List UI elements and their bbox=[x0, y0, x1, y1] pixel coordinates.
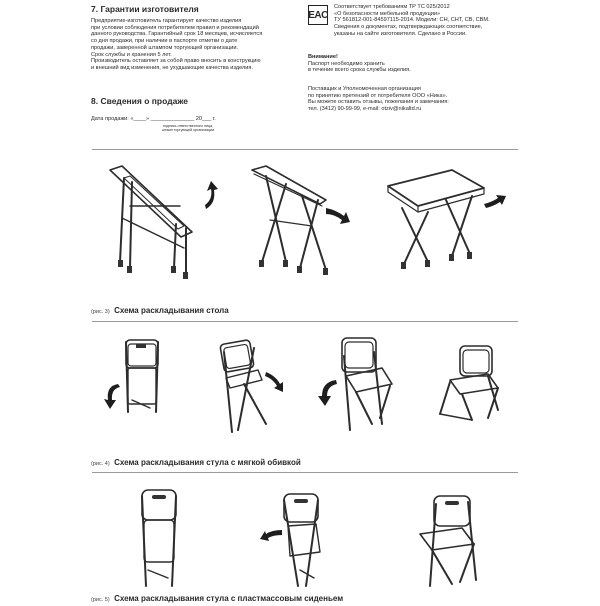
warranty-line: при условии соблюдения потребителем правил и рекомендаций bbox=[91, 24, 259, 31]
compliance-line: Соответствует требованиям ТР ТС 025/2012 bbox=[334, 4, 450, 10]
supplier-line: тел. (3412) 90-99-99, e-mail: otziv@nikaltd.ru bbox=[308, 106, 422, 113]
warranty-line: и внешний вид изменения, не ухудшающие качества изделия. bbox=[91, 64, 253, 71]
supplier-line: Вы можете оставить отзывы, пожелания и замечания: bbox=[308, 99, 449, 106]
figure-label: (рис. 3) bbox=[91, 309, 110, 315]
compliance-line: Сведения о документах, подтверждающих соответствие, bbox=[334, 24, 483, 31]
warranty-line: Срок службы и хранения 5 лет. bbox=[91, 51, 172, 58]
signature-note-line: штамп торгующей организации bbox=[161, 128, 215, 132]
supplier-line: Поставщик и Уполномоченная организация bbox=[308, 86, 421, 92]
warranty-line: Предприятие-изготовитель гарантирует качество изделия bbox=[91, 18, 242, 24]
section-7-title: 7. Гарантии изготовителя bbox=[91, 4, 199, 14]
attention-line: Паспорт необходимо хранить bbox=[308, 60, 385, 67]
warranty-line: данного руководства. Гарантийный срок 18 месяцев, исчисляется bbox=[91, 31, 263, 38]
section-8-title: 8. Сведения о продаже bbox=[91, 96, 188, 106]
figure-title: Схема раскладывания стула с пластмассовым сиденьем bbox=[114, 594, 344, 603]
plastic-chair-unfolded-illustration bbox=[420, 496, 476, 586]
warranty-line: Производитель оставляет за собой право вносить в конструкцию bbox=[91, 58, 261, 65]
supplier-line: по принятию претензий от потребителя ООО «Ника». bbox=[308, 92, 448, 99]
figure-title: Схема раскладывания стола bbox=[114, 306, 229, 315]
sale-date-line: Дата продажи: «____» ______________ 20___ г. bbox=[91, 116, 216, 122]
compliance-line: «О безопасности мебельной продукции» bbox=[334, 10, 441, 17]
plastic-chair-folded-illustration bbox=[142, 490, 176, 586]
arrow-left-icon bbox=[260, 530, 282, 541]
attention-line: в течение всего срока службы изделия. bbox=[308, 67, 411, 74]
figure-5-caption bbox=[91, 588, 343, 606]
compliance-line: указаны на сайте изготовителя. Сделано в России. bbox=[334, 30, 467, 37]
figure-label: (рис. 5) bbox=[91, 597, 110, 603]
signature-note-line: подпись ответственного лица, bbox=[162, 124, 214, 128]
plastic-chair-opening-illustration bbox=[260, 494, 320, 586]
warranty-line: продажи, заверенной штампом торгующей организации. bbox=[91, 44, 239, 51]
attention-title: Внимание! bbox=[308, 54, 338, 60]
figure-title: Схема раскладывания стула с мягкой обивкой bbox=[114, 458, 301, 467]
warranty-line: со дня продажи, при наличии в паспорте отметки о дате bbox=[91, 38, 238, 45]
eac-mark: EAC bbox=[308, 5, 328, 25]
compliance-line: ТУ 561812-001-84597115-2014. Модели: СН, СНТ, СВ, СВМ. bbox=[334, 17, 490, 24]
figure-label: (рис. 4) bbox=[91, 461, 110, 467]
